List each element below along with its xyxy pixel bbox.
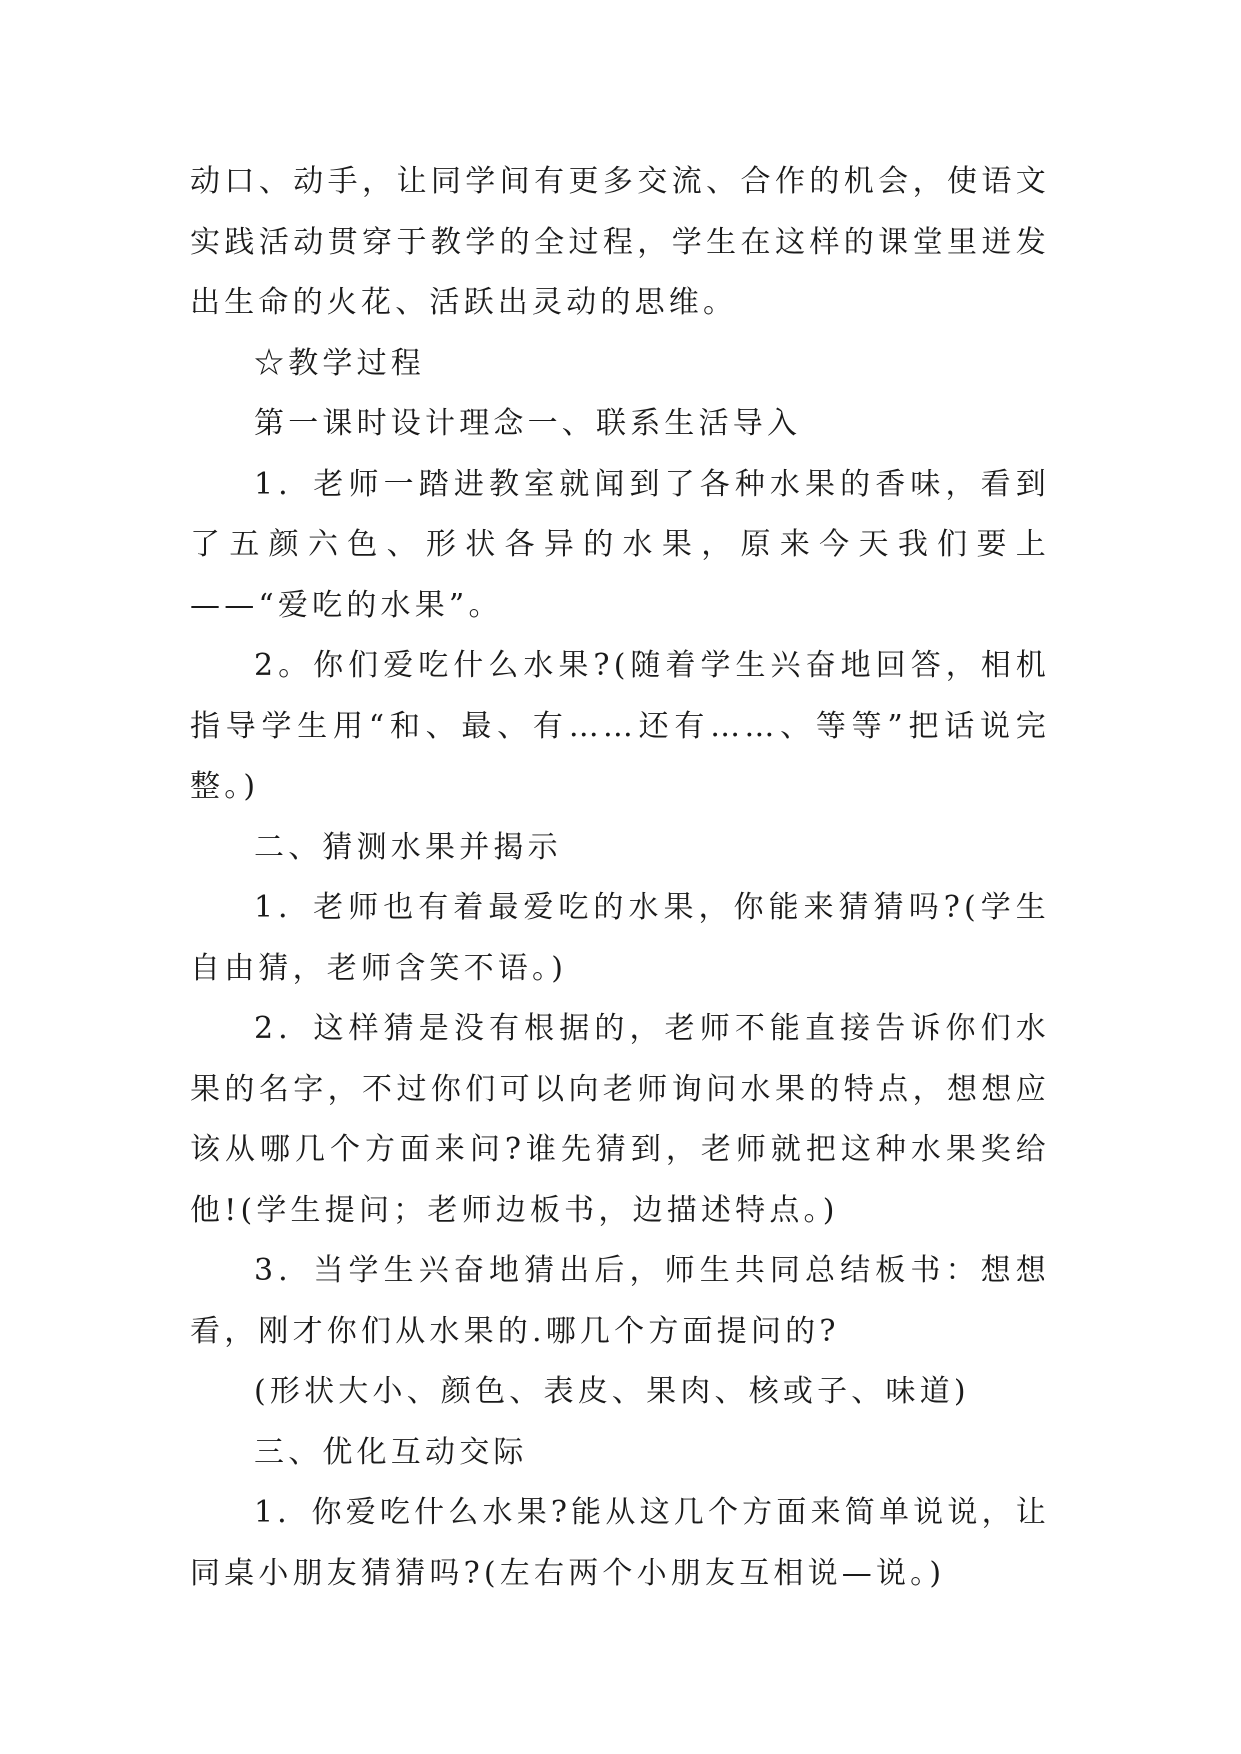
body-text <box>190 152 1050 1604</box>
heading-section-three: 三、优化互动交际 <box>254 1434 528 1470</box>
paragraph-step-1: 1．老师一踏进教室就闻到了各种水果的香味，看到了五颜六色、形状各异的水果，原来今天我们要上——“爱吃的水果”。 <box>190 466 1050 623</box>
paragraph-aspects-list: (形状大小、颜色、表皮、果肉、核或子、味道) <box>254 1374 970 1409</box>
paragraph-guess-1: 1．老师也有着最爱吃的水果，你能来猜猜吗?(学生自由猜，老师含笑不语。) <box>190 890 1050 986</box>
heading-section-two: 二、猜测水果并揭示 <box>254 829 562 865</box>
heading-first-lesson: 第一课时设计理念一、联系生活导入 <box>254 406 802 441</box>
paragraph-guess-3: 3．当学生兴奋地猜出后，师生共同总结板书：想想看，刚才你们从水果的.哪几个方面提问的? <box>190 1253 1050 1349</box>
paragraph-guess-2: 2．这样猜是没有根据的，老师不能直接告诉你们水果的名字，不过你们可以向老师询问水果的特点，想想应该从哪几个方面来问?谁先猜到，老师就把这种水果奖给他!(学生提问；老师边板书，边描述特点。) <box>190 1011 1050 1228</box>
heading-teaching-process: ☆教学过程 <box>254 345 425 381</box>
paragraph-intro-continuation: 动口、动手，让同学间有更多交流、合作的机会，使语文实践活动贯穿于教学的全过程，学生在这样的课堂里迸发出生命的火花、活跃出灵动的思维。 <box>190 164 1050 320</box>
paragraph-step-2: 2。你们爱吃什么水果?(随着学生兴奋地回答，相机指导学生用“和、最、有……还有……、等等”把话说完整。) <box>190 648 1050 804</box>
paragraph-interact-1: 1．你爱吃什么水果?能从这几个方面来简单说说，让同桌小朋友猜猜吗?(左右两个小朋友互相说—说。) <box>190 1495 1050 1591</box>
